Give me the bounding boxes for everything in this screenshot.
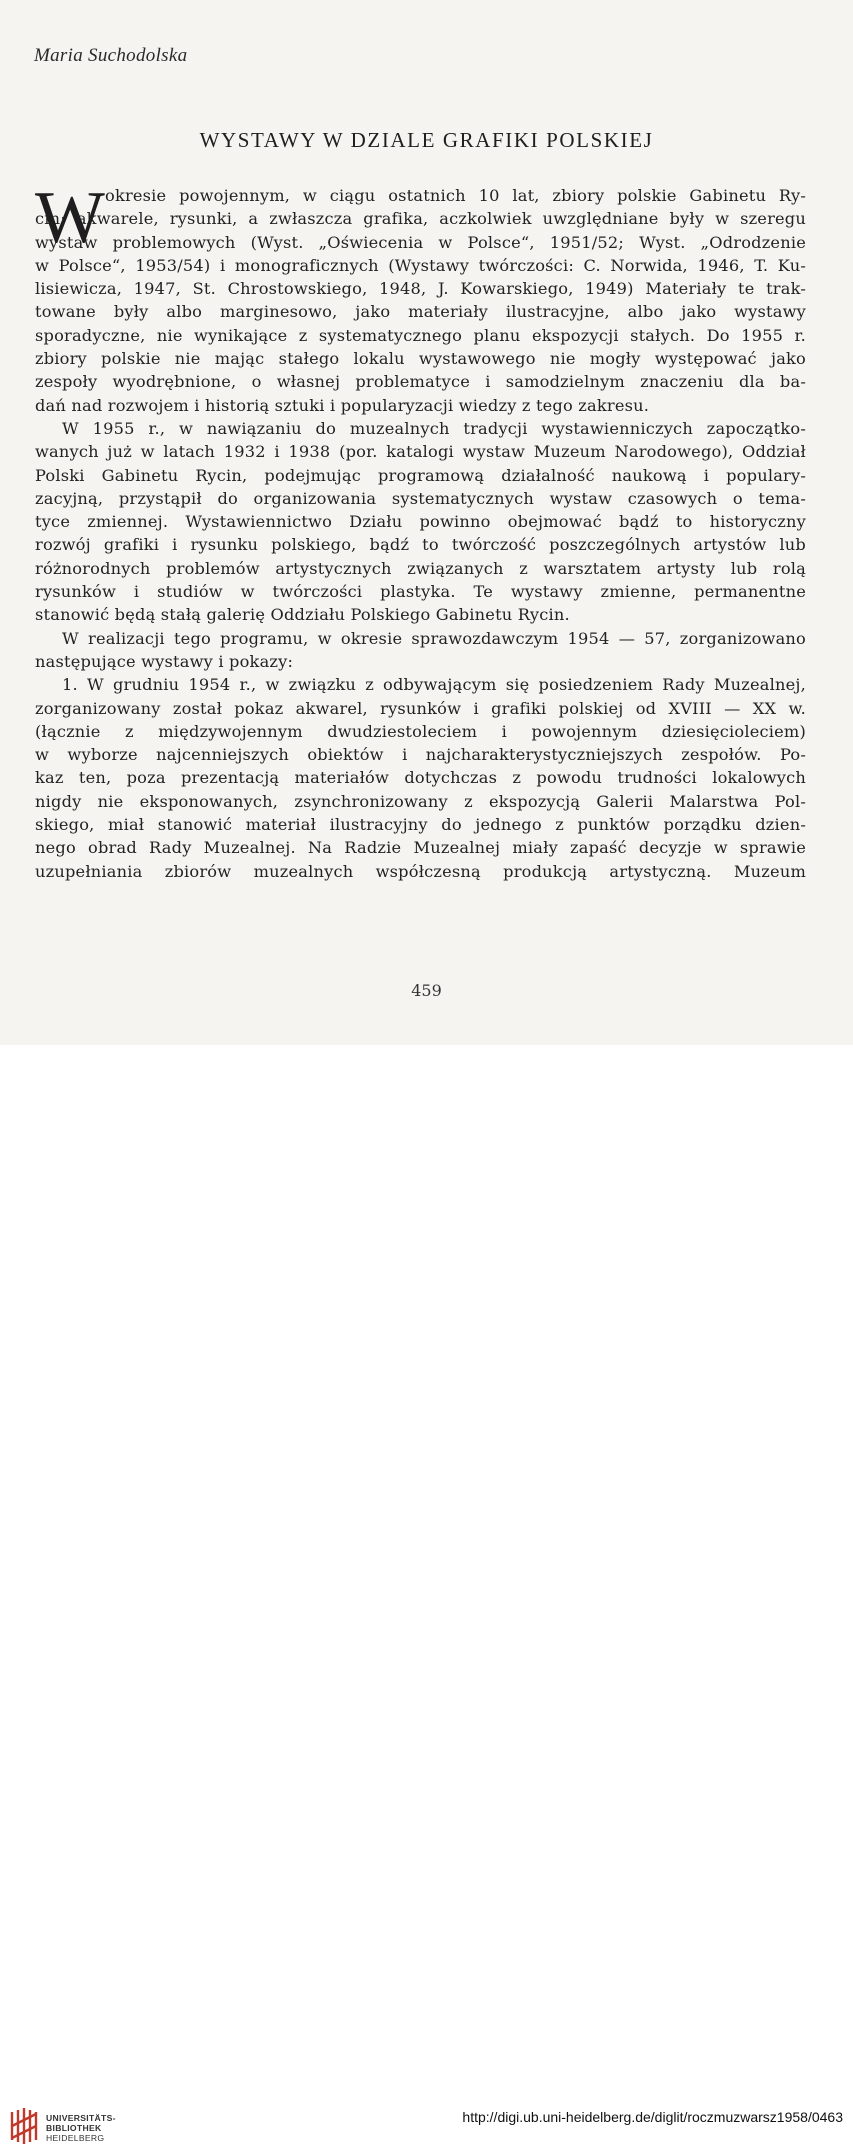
text-line: kaz ten, poza prezentacją materiałów dotychczas z powodu trudności lokalowych <box>35 768 806 788</box>
library-name <box>46 2113 116 2143</box>
text-line: W realizacji tego programu, w okresie sprawozdawczym 1954 — 57, zorganizowano <box>62 628 806 648</box>
heidelberg-library-logo-icon <box>8 2106 40 2146</box>
text-line: w Polsce“, 1953/54) i monograficznych (Wystawy twórczości: C. Norwida, 1946, T. Ku- <box>35 255 806 275</box>
text-line: towane były albo marginesowo, jako materiały ilustracyjne, albo jako wystawy <box>35 302 806 322</box>
text-line: lisiewicza, 1947, St. Chrostowskiego, 1948, J. Kowarskiego, 1949) Materiały te trak- <box>35 279 806 299</box>
text-line: skiego, miał stanowić materiał ilustracyjny do jednego z punktów porządku dzien- <box>35 815 806 835</box>
page-number: 459 <box>411 981 442 1000</box>
running-header-author: Maria Suchodolska <box>34 45 188 66</box>
text-line: zbiory polskie nie mając stałego lokalu wystawowego nie mogły występować jako <box>35 349 806 369</box>
text-line: tyce zmiennej. Wystawiennictwo Działu powinno obejmować bądź to historyczny <box>35 512 806 532</box>
library-name-line1: UNIVERSITÄTS- <box>46 2113 116 2123</box>
source-url-link[interactable]: http://digi.ub.uni-heidelberg.de/diglit/roczmuzwarsz1958/0463 <box>462 2109 843 2125</box>
article-body <box>35 177 806 883</box>
footer-bar <box>0 1045 853 2143</box>
library-name-line3: HEIDELBERG <box>46 2133 105 2143</box>
text-line: W 1955 r., w nawiązaniu do muzealnych tradycji wystawienniczych zapoczątko- <box>62 418 806 438</box>
text-line: nigdy nie eksponowanych, zsynchronizowany z ekspozycją Galerii Malarstwa Pol- <box>35 791 806 811</box>
text-line: różnorodnych problemów artystycznych związanych z warsztatem artysty lub rolą <box>35 558 806 578</box>
text-line: uzupełniania zbiorów muzealnych współczesną produkcją artystyczną. Muzeum <box>35 861 806 881</box>
text-line: zorganizowany został pokaz akwarel, rysunków i grafiki polskiej od XVIII — XX w. <box>35 698 806 718</box>
text-line: sporadyczne, nie wynikające z systematycznego planu ekspozycji stałych. Do 1955 r. <box>35 325 806 345</box>
text-line: wystaw problemowych (Wyst. „Oświecenia w Polsce“, 1951/52; Wyst. „Odrodzenie <box>35 232 806 252</box>
text-line: dań nad rozwojem i historią sztuki i popularyzacji wiedzy z tego zakresu. <box>35 395 650 415</box>
text-line: rysunków i studiów w twórczości plastyka. Te wystawy zmienne, permanentne <box>35 582 806 602</box>
text-line: (łącznie z międzywojennym dwudziestoleciem i powojennym dziesięcioleciem) <box>35 721 806 741</box>
text-line: 1. W grudniu 1954 r., w związku z odbywającym się posiedzeniem Rady Muzealnej, <box>62 675 806 695</box>
text-line: okresie powojennym, w ciągu ostatnich 10 lat, zbiory polskie Gabinetu Ry- <box>105 186 806 205</box>
text-line: Polski Gabinetu Rycin, podejmując programową działalność naukową i populary- <box>35 465 806 485</box>
text-line: cin: akwarele, rysunki, a zwłaszcza grafika, aczkolwiek uwzględniane były w szeregu <box>35 209 806 229</box>
article-title: WYSTAWY W DZIALE GRAFIKI POLSKIEJ <box>199 128 654 152</box>
text-line: zacyjną, przystąpił do organizowania systematycznych wystaw czasowych o tema- <box>35 488 806 508</box>
text-line: rozwój grafiki i rysunku polskiego, bądź to twórczość poszczególnych artystów lub <box>35 535 806 555</box>
scanned-page <box>0 0 853 1045</box>
text-line: wanych już w latach 1932 i 1938 (por. katalogi wystaw Muzeum Narodowego), Oddział <box>35 442 806 462</box>
text-line: zespoły wyodrębnione, o własnej problematyce i samodzielnym znaczeniu dla ba- <box>35 372 806 392</box>
library-name-line2: BIBLIOTHEK <box>46 2123 102 2133</box>
text-line: następujące wystawy i pokazy: <box>35 651 294 671</box>
text-line: stanowić będą stałą galerię Oddziału Polskiego Gabinetu Rycin. <box>35 605 570 625</box>
text-line: w wyborze najcenniejszych obiektów i najcharakterystyczniejszych zespołów. Po- <box>35 745 806 765</box>
text-line: nego obrad Rady Muzealnej. Na Radzie Muzealnej miały zapaść decyzje w sprawie <box>35 838 806 858</box>
drop-cap: W <box>35 177 103 259</box>
article-lines <box>35 177 806 883</box>
